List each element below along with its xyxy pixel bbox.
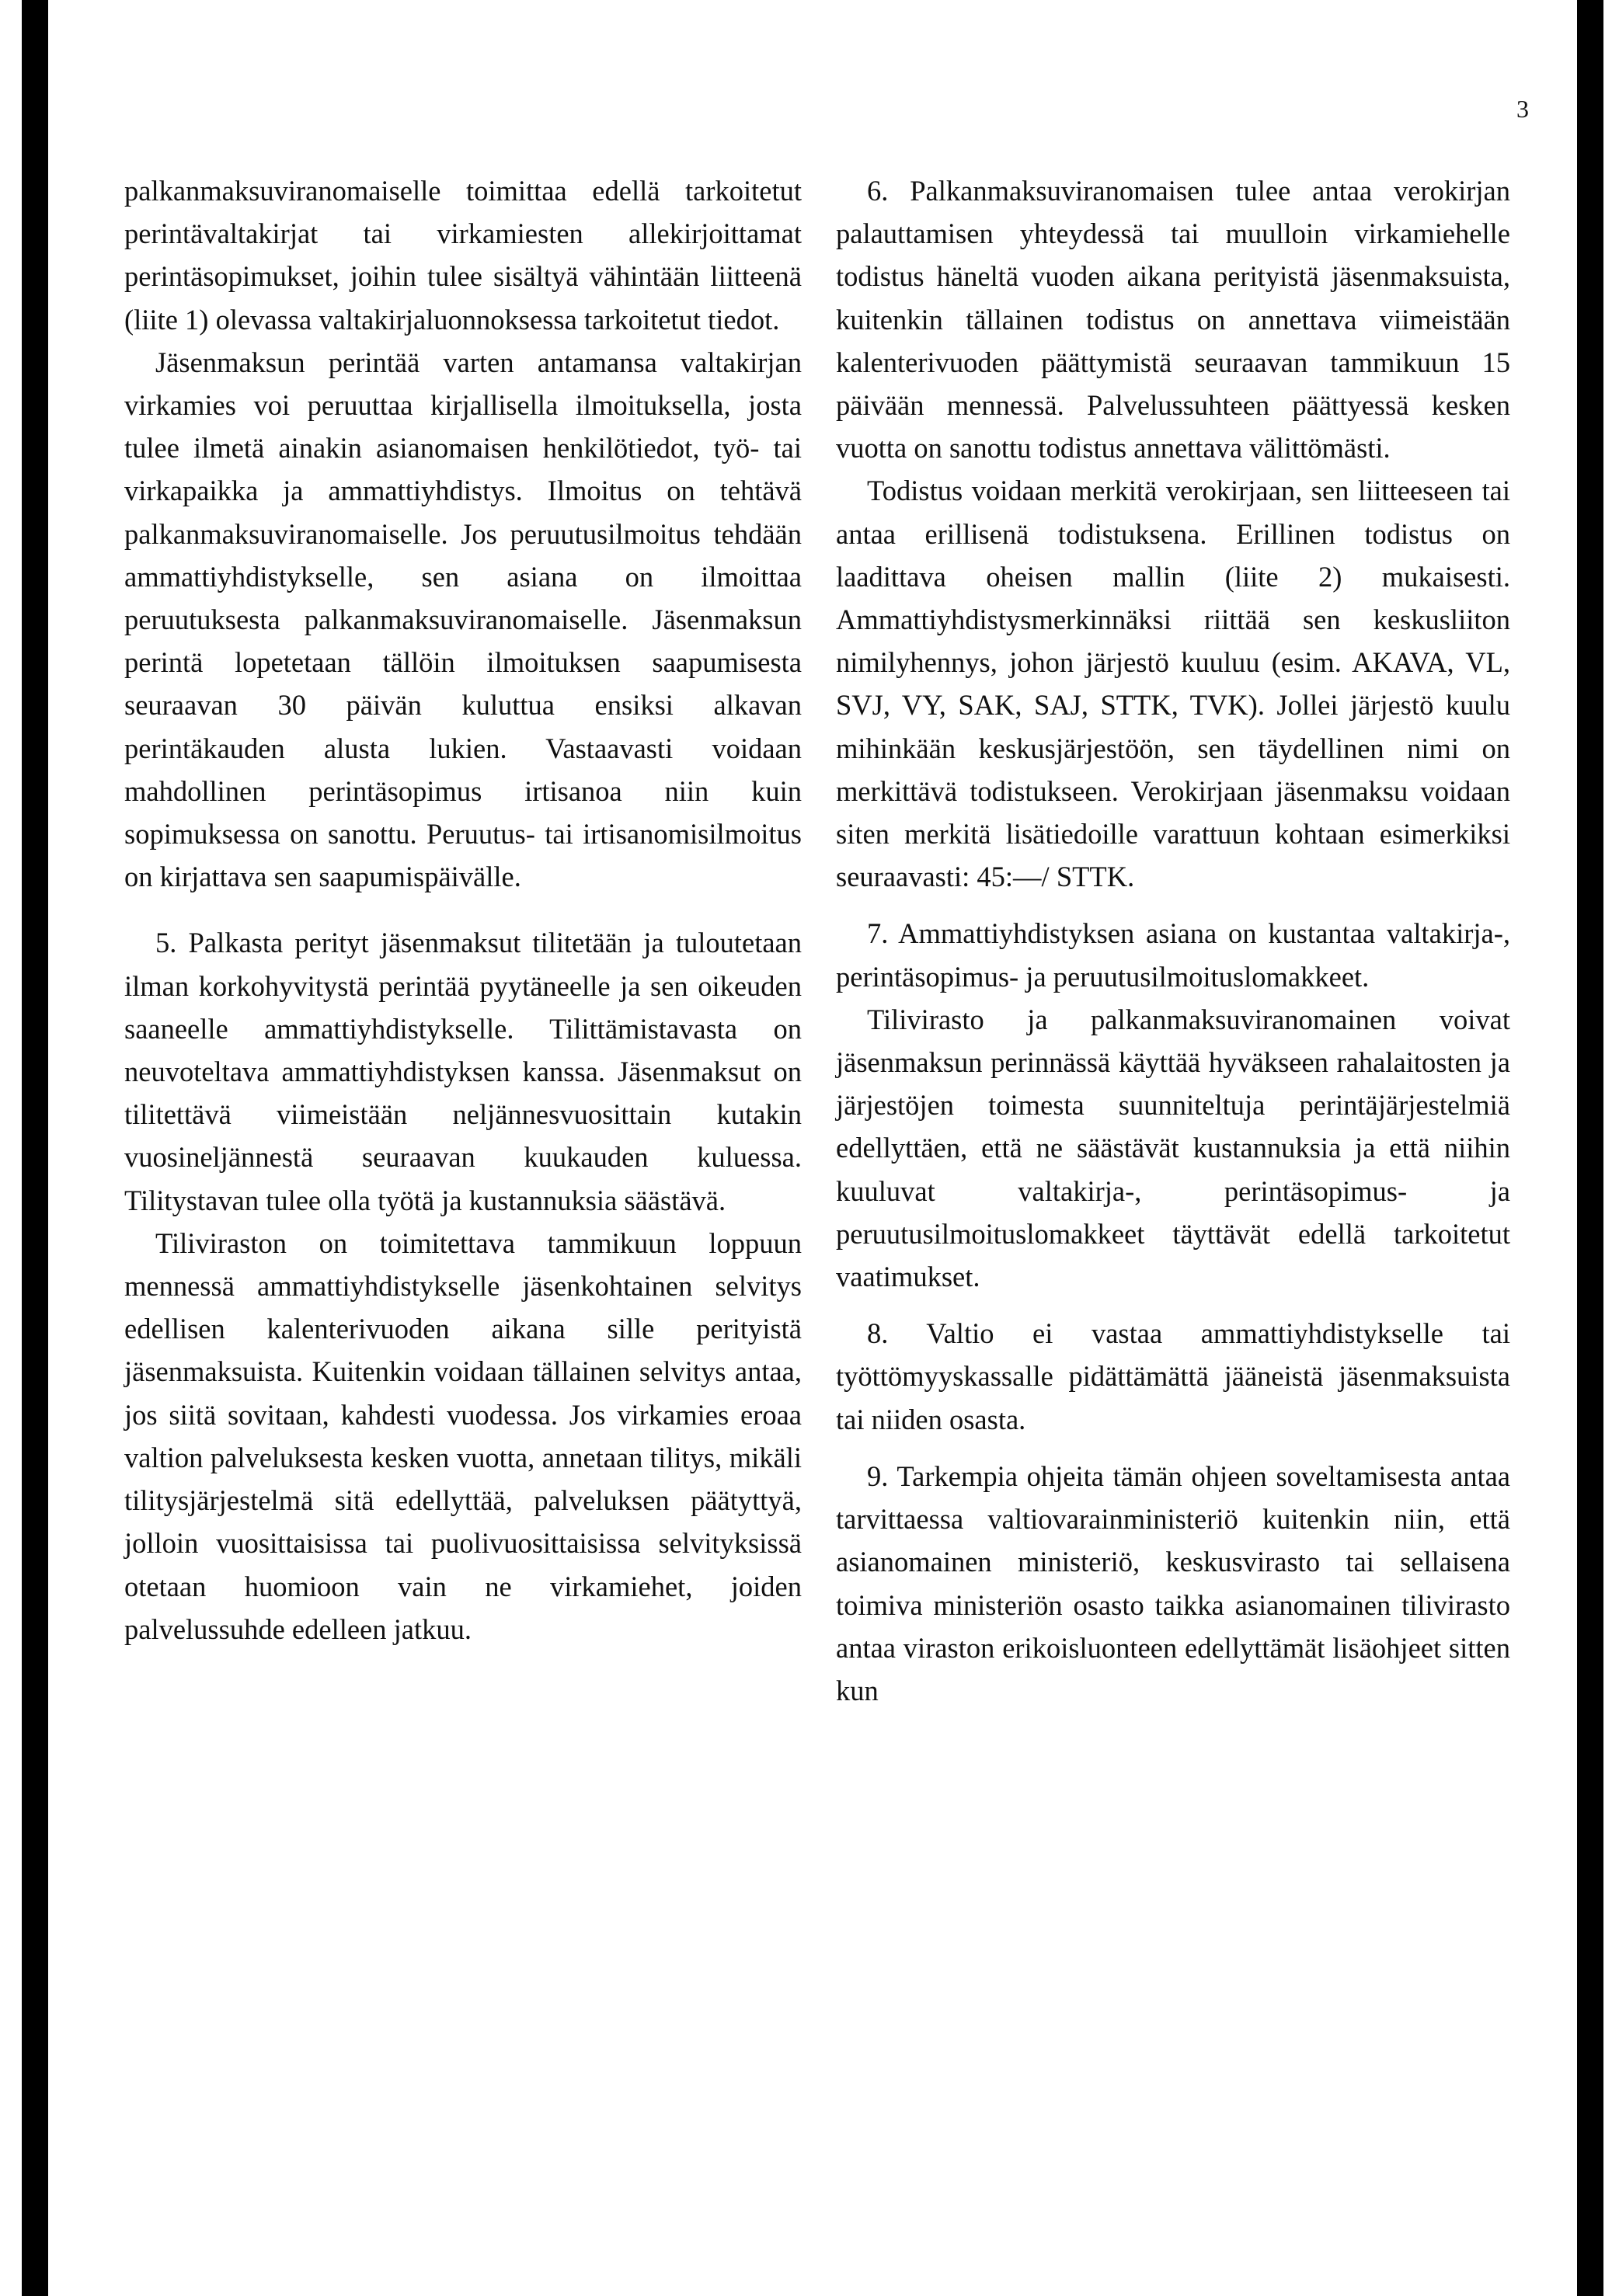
paragraph-right-5: 8. Valtio ei vastaa ammattiyhdistykselle tai työttömyyskassalle pidättämättä jääneistä jäsenmaksuista tai niiden osasta. (836, 1317, 1510, 1435)
scan-border-left (22, 0, 48, 2296)
paragraph-right-6: 9. Tarkempia ohjeita tämän ohjeen soveltamisesta antaa tarvittaessa valtiovarainministeriö kuitenkin niin, että asianomainen ministeriö, keskusvirasto tai sellaisena toimiva ministeriön osasto taikka asianomainen tilivirasto antaa viraston erikoisluonteen edellyttämät lisäohjeet sitten kun (836, 1459, 1510, 1706)
paragraph-right-3: 7. Ammattiyhdistyksen asiana on kustantaa valtakirja-, perintäsopimus- ja peruutusilmoituslomakkeet. (836, 917, 1510, 993)
paragraph-left-4: Tiliviraston on toimitettava tammikuun loppuun mennessä ammattiyhdistykselle jäsenkohtainen selvitys edellisen kalenterivuoden aikana sille perityistä jäsenmaksuista. Kuitenkin voidaan tällainen selvitys antaa, jos siitä sovitaan, kahdesti vuodessa. Jos virkamies eroaa valtion palveluksesta kesken vuotta, annetaan tilitys, mikäli tilitysjärjestelmä sitä edellyttää, palveluksen päätyttyä, jolloin vuosittaisissa tai puolivuosittaisissa selvityksissä otetaan huomioon vain ne virkamiehet, joiden palvelussuhde edelleen jatkuu. (124, 1226, 802, 1645)
page-number: 3 (1516, 95, 1529, 123)
scan-border-right (1577, 0, 1603, 2296)
right-text-column (836, 169, 1510, 1712)
left-text-column (124, 169, 802, 1651)
paragraph-right-1: 6. Palkanmaksuviranomaisen tulee antaa verokirjan palauttamisen yhteydessä tai muulloin virkamiehelle todistus häneltä vuoden aikana perityistä jäsenmaksuista, kuitenkin tällainen todistus on annettava viimeistään kalenterivuoden päättymistä seuraavan tammikuun 15 päivään mennessä. Palvelussuhteen päättyessä kesken vuotta on sanottu todistus annettava välittömästi. (836, 175, 1510, 464)
paragraph-right-2: Todistus voidaan merkitä verokirjaan, sen liitteeseen tai antaa erillisenä todistuksena. Erillinen todistus on laadittava oheisen mallin (liite 2) mukaisesti. Ammattiyhdistysmerkinnäksi riittää sen keskusliiton nimilyhennys, johon järjestö kuuluu (esim. AKAVA, VL, SVJ, VY, SAK, SAJ, STTK, TVK). Jollei järjestö kuulu mihinkään keskusjärjestöön, sen täydellinen nimi on merkittävä todistukseen. Verokirjaan jäsenmaksu voidaan siten merkitä lisätiedoille varattuun kohtaan esimerkiksi seuraavasti: 45:—/ STTK. (836, 475, 1510, 893)
paragraph-right-4: Tilivirasto ja palkanmaksuviranomainen voivat jäsenmaksun perinnässä käyttää hyväkseen rahalaitosten ja järjestöjen toimesta suunniteltuja perintäjärjestelmiä edellyttäen, että ne säästävät kustannuksia ja että niihin kuuluvat valtakirja-, perintäsopimus- ja peruutusilmoituslomakkeet täyttävät edellä tarkoitetut vaatimukset. (836, 1003, 1510, 1293)
paragraph-left-1: palkanmaksuviranomaiselle toimittaa edellä tarkoitetut perintävaltakirjat tai virkamiesten allekirjoittamat perintäsopimukset, joihin tulee sisältyä vähintään liitteenä (liite 1) olevassa valtakirjaluonnoksessa tarkoitetut tiedot. (124, 175, 802, 336)
paragraph-left-3: 5. Palkasta perityt jäsenmaksut tilitetään ja tuloutetaan ilman korkohyvitystä perintää pyytäneelle ja sen oikeuden saaneelle ammattiyhdistykselle. Tilittämistavasta on neuvoteltava ammattiyhdistyksen kanssa. Jäsenmaksut on tilitettävä viimeistään neljännesvuosittain kutakin vuosineljännestä seuraavan kuukauden kuluessa. Tilitystavan tulee olla työtä ja kustannuksia säästävä. (124, 927, 802, 1216)
paragraph-left-2: Jäsenmaksun perintää varten antamansa valtakirjan virkamies voi peruuttaa kirjallisella ilmoituksella, josta tulee ilmetä ainakin asianomaisen henkilötiedot, työ- tai virkapaikka ja ammattiyhdistys. Ilmoitus on tehtävä palkanmaksuviranomaiselle. Jos peruutusilmoitus tehdään ammattiyhdistykselle, sen asiana on ilmoittaa peruutuksesta palkanmaksuviranomaiselle. Jäsenmaksun perintä lopetetaan tällöin ilmoituksen saapumisesta seuraavan 30 päivän kuluttua ensiksi alkavan perintäkauden alusta lukien. Vastaavasti voidaan mahdollinen perintäsopimus irtisanoa niin kuin sopimuksessa on sanottu. Peruutus- tai irtisanomisilmoitus on kirjattava sen saapumispäivälle. (124, 346, 802, 893)
